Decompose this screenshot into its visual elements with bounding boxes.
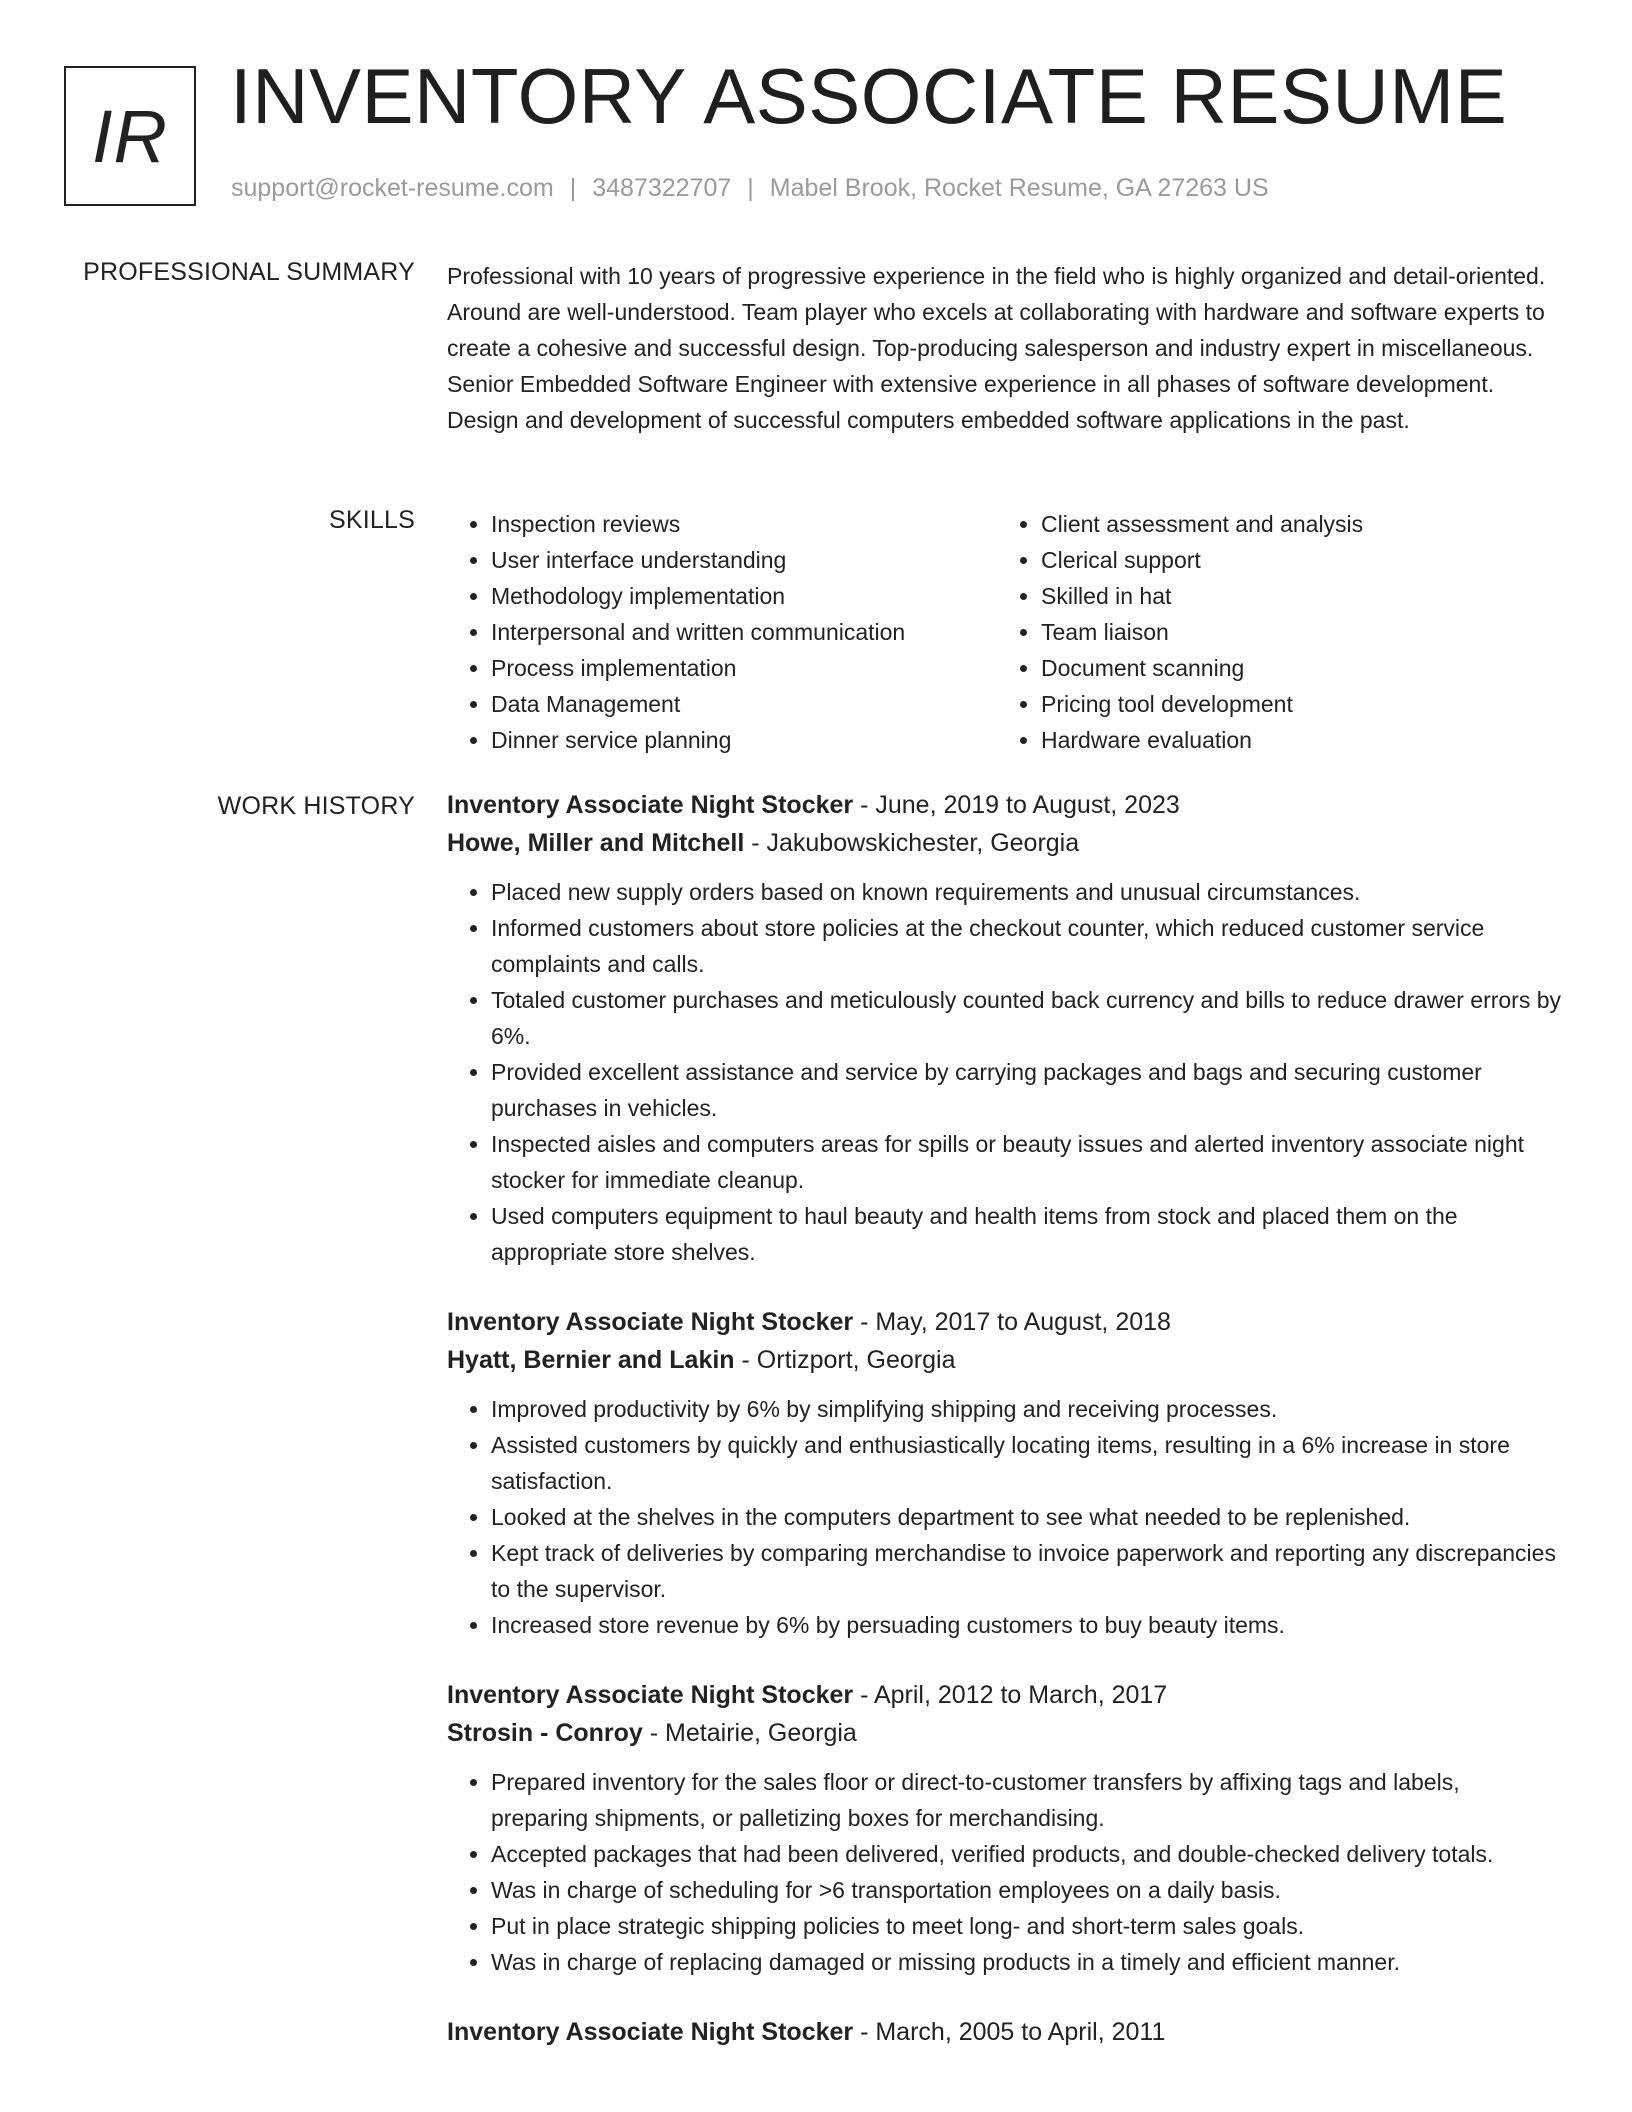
job-title-line <box>447 1303 1562 1341</box>
contact-email: support@rocket-resume.com <box>231 174 554 202</box>
skill-item: • Team liaison <box>1041 614 1547 650</box>
summary-text: Professional with 10 years of progressive experience in the field who is highly organized and detail-oriented. Around are well-understood. Team player who excels at collaborating with hardware and software experts to create a cohesive and successful design. Top-producing salesperson and industry expert in miscellaneous. Senior Embedded Software Engineer with extensive experience in all phases of software development. Design and development of successful computers embedded software applications in the past. <box>447 263 1546 433</box>
job-bullet: • Improved productivity by 6% by simplifying shipping and receiving processes. <box>491 1391 1562 1427</box>
job-bullet: • Placed new supply orders based on known requirements and unusual circumstances. <box>491 874 1562 910</box>
job-bullet: • Prepared inventory for the sales floor or direct-to-customer transfers by affixing tags and labels, preparing shipments, or palletizing boxes for merchandising. <box>491 1764 1562 1836</box>
job-dates: - May, 2017 to August, 2018 <box>853 1308 1171 1336</box>
job-bullet: • Assisted customers by quickly and enthusiastically locating items, resulting in a 6% increase in store satisfaction. <box>491 1427 1562 1499</box>
skill-item: • Dinner service planning <box>491 722 997 758</box>
job-company-line <box>447 1714 1562 1752</box>
job-title: Inventory Associate Night Stocker <box>447 1308 854 1336</box>
skills-column-left <box>447 506 997 758</box>
monogram-logo: IR <box>64 66 196 206</box>
skills-heading: SKILLS <box>329 506 415 534</box>
contact-address: Mabel Brook, Rocket Resume, GA 27263 US <box>769 174 1269 202</box>
job-company-line <box>447 1341 1562 1379</box>
job-title: Inventory Associate Night Stocker <box>447 2018 854 2046</box>
job-bullet-list <box>447 1391 1562 1643</box>
skill-item: • Client assessment and analysis <box>1041 506 1547 542</box>
job-entry <box>447 2013 1562 2051</box>
job-dates: - April, 2012 to March, 2017 <box>853 1681 1168 1709</box>
skill-item: • User interface understanding <box>491 542 997 578</box>
job-title: Inventory Associate Night Stocker <box>447 791 854 819</box>
skill-item: • Document scanning <box>1041 650 1547 686</box>
job-dates: - June, 2019 to August, 2023 <box>853 791 1180 819</box>
skill-item: • Process implementation <box>491 650 997 686</box>
skill-item: • Inspection reviews <box>491 506 997 542</box>
job-company: Strosin - Conroy <box>447 1719 643 1747</box>
skill-item: • Skilled in hat <box>1041 578 1547 614</box>
job-bullet: • Was in charge of scheduling for >6 transportation employees on a daily basis. <box>491 1872 1562 1908</box>
contact-phone: 3487322707 <box>592 174 732 202</box>
job-bullet: • Kept track of deliveries by comparing merchandise to invoice paperwork and reporting any discrepancies to the supervisor. <box>491 1535 1562 1607</box>
skill-item: • Clerical support <box>1041 542 1547 578</box>
contact-line <box>231 174 1269 203</box>
skill-item: • Methodology implementation <box>491 578 997 614</box>
job-company: Howe, Miller and Mitchell <box>447 829 745 857</box>
job-dates: - March, 2005 to April, 2011 <box>853 2018 1166 2046</box>
job-location: - Jakubowskichester, Georgia <box>744 829 1080 857</box>
job-company-line <box>447 824 1562 862</box>
job-bullet-list <box>447 874 1562 1270</box>
job-bullet: • Accepted packages that had been delivered, verified products, and double-checked delivery totals. <box>491 1836 1562 1872</box>
job-bullet: • Inspected aisles and computers areas for spills or beauty issues and alerted inventory associate night stocker for immediate cleanup. <box>491 1126 1562 1198</box>
page-title: INVENTORY ASSOCIATE RESUME <box>230 52 1508 140</box>
work-history-heading: WORK HISTORY <box>217 792 415 820</box>
skill-item: • Data Management <box>491 686 997 722</box>
summary-heading: PROFESSIONAL SUMMARY <box>83 258 415 286</box>
job-bullet: • Used computers equipment to haul beauty and health items from stock and placed them on the appropriate store shelves. <box>491 1198 1562 1270</box>
contact-separator: | <box>747 174 754 202</box>
job-location: - Ortizport, Georgia <box>734 1346 956 1374</box>
job-bullet: • Increased store revenue by 6% by persuading customers to buy beauty items. <box>491 1607 1562 1643</box>
job-company: Hyatt, Bernier and Lakin <box>447 1346 735 1374</box>
job-title-line <box>447 786 1562 824</box>
job-bullet: • Totaled customer purchases and meticulously counted back currency and bills to reduce drawer errors by 6%. <box>491 982 1562 1054</box>
skill-item: • Pricing tool development <box>1041 686 1547 722</box>
skill-item: • Hardware evaluation <box>1041 722 1547 758</box>
job-entry <box>447 1303 1562 1643</box>
job-bullet-list <box>447 1764 1562 1980</box>
job-bullet: • Informed customers about store policies at the checkout counter, which reduced customer service complaints and calls. <box>491 910 1562 982</box>
job-location: - Metairie, Georgia <box>642 1719 857 1747</box>
job-title-line <box>447 2013 1562 2051</box>
job-title-line <box>447 1676 1562 1714</box>
job-entry <box>447 1676 1562 1980</box>
skills-grid <box>447 506 1562 758</box>
job-entry <box>447 786 1562 1270</box>
job-bullet: • Looked at the shelves in the computers department to see what needed to be replenished. <box>491 1499 1562 1535</box>
job-bullet: • Put in place strategic shipping policies to meet long- and short-term sales goals. <box>491 1908 1562 1944</box>
job-bullet: • Was in charge of replacing damaged or missing products in a timely and efficient manner. <box>491 1944 1562 1980</box>
jobs-list <box>447 786 1562 2084</box>
job-title: Inventory Associate Night Stocker <box>447 1681 854 1709</box>
contact-separator: | <box>569 174 577 202</box>
job-bullet: • Provided excellent assistance and service by carrying packages and bags and securing customer purchases in vehicles. <box>491 1054 1562 1126</box>
skill-item: • Interpersonal and written communication <box>491 614 997 650</box>
skills-column-right <box>997 506 1547 758</box>
